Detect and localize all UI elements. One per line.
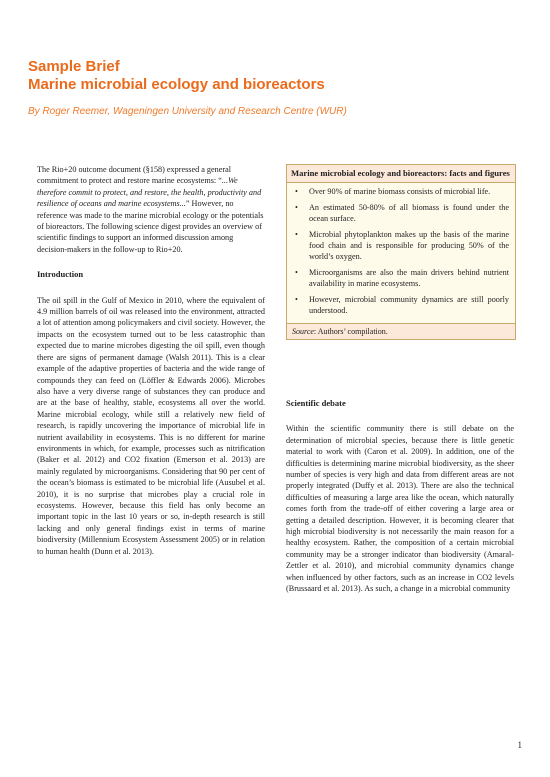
- byline: By Roger Reemer, Wageningen University and Research Centre (WUR): [28, 106, 347, 117]
- facts-list: [287, 183, 515, 323]
- fact-item: • However, microbial community dynamics are still poorly understood.: [309, 294, 509, 316]
- fact-item: • Over 90% of marine biomass consists of microbial life.: [309, 186, 509, 197]
- right-column: [286, 398, 514, 605]
- introduction-body: The oil spill in the Gulf of Mexico in 2010, where the equivalent of 4.9 million barrels of oil was released into the environment, attracted a lot of attention among policymakers and civil society. However, the impacts on the ecosystem turned out to be less catastrophic than expected due to marine microbes digesting the oil spill, even though there are signs of permanent damage (Walsh 2011). This is a clear example of the adaptive properties of bacteria and the wide range of compounds they can feed on (Löffler & Edwards 2006). Microbes also have a very diverse range of substances they can produce and are at the base of healthy, stable, ecosystems all over the world. Marine microbial ecology, while still a relatively new field of research, is rapidly uncovering the importance of microbial life in nutrient availability in ecosystems. This is no different for marine environments in which, for example, processes such as nitrification (Baker et al. 2012) and CO2 fixation (Emerson et al. 2013) are mainly regulated by microorganisms. Considering that 90 per cent of the ocean’s biomass is estimated to be microbial life (Ausubel et al. 2010), it is no surprise that microbes play a crucial role in ecosystems. However, because this field has only become an important topic in the last 10 years or so, in-depth research is still lacking and only general findings exist in terms of marine biodiversity (Millennium Ecosystem Assessment 2005) or in relation to human health (Dunn et al. 2013).: [37, 295, 265, 556]
- page-number: 1: [517, 740, 522, 750]
- intro-text-start: The Rio+20 outcome document (§158) expressed a general commitment to protect and restore marine ecosystems: “: [37, 165, 232, 186]
- facts-box: [286, 164, 516, 340]
- facts-source: [287, 323, 515, 339]
- title-line-2: Marine microbial ecology and bioreactors: [28, 76, 325, 93]
- intro-paragraph: [37, 164, 265, 255]
- fact-item: • Microbial phytoplankton makes up the basis of the marine food chain and is responsible for producing 50% of the world’s oxygen.: [309, 229, 509, 262]
- left-column: [37, 164, 265, 567]
- title-line-1: Sample Brief: [28, 58, 120, 75]
- introduction-heading: Introduction: [37, 269, 84, 280]
- brief-title: [28, 58, 528, 94]
- source-text: : Authors’ compilation.: [313, 327, 388, 336]
- intro-text-end: ” However, no reference was made to the marine microbial ecology or the potentials of bioreactors. The following science digest provides an overview of scientific findings to support an informed discussion among decision-makers in the follow-up to Rio+20.: [37, 199, 264, 254]
- fact-item: • Microorganisms are also the main drivers behind nutrient availability in marine ecosystems.: [309, 267, 509, 289]
- rio-quote: ...We therefore commit to protect, and restore, the health, productivity and resilience of oceans and marine ecosystems...: [37, 176, 262, 209]
- source-label: Source: [292, 327, 314, 336]
- facts-box-title: Marine microbial ecology and bioreactors: facts and figures: [287, 165, 515, 183]
- scientific-debate-heading: Scientific debate: [286, 398, 346, 408]
- fact-item: • An estimated 50-80% of all biomass is found under the ocean surface.: [309, 202, 509, 224]
- scientific-debate-body: Within the scientific community there is still debate on the determination of microbial species, because there is little genetic material to work with (Caron et al. 2009). In addition, one of the difficulties is determining marine microbial biodiversity, as the sheer number of species is very high and data from different areas are not properly integrated (Duffy et al. 2013). There are also the technical difficulties of measuring a large area like the ocean, which naturally comes forth from the trade-off of either covering a large area or getting a detailed description. However, it is becoming clearer that high microbial biodiversity is not necessarily the main reason for a healthy ecosystem. Rather, the composition of a certain microbial community may be a stronger indicator than biodiversity (Amaral-Zettler et al. 2010), and microbial community dynamics change when influenced by other factors, such as an increase in CO2 levels (Brussaard et al. 2013). As such, a change in a microbial community: [286, 424, 514, 594]
